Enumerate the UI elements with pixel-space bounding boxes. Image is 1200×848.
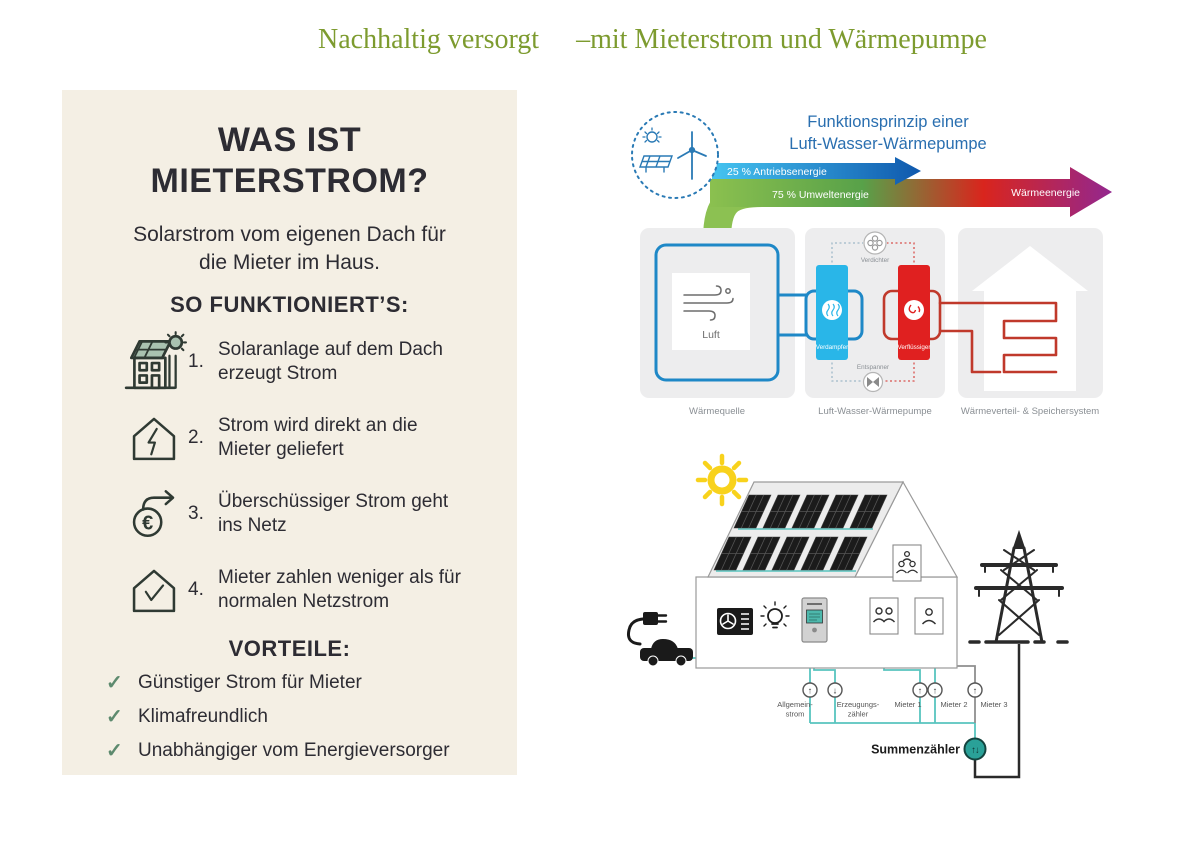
heat-energy-label: Wärmeenergie [1011,187,1080,199]
meter-label: Mieter 3 [980,700,1008,709]
sum-meter [871,739,985,760]
step-item-3 [120,482,517,546]
mieterstrom-info-panel [62,90,517,775]
tenant-box-3persons [893,545,921,581]
sun-icon [698,456,746,504]
steps-list [62,330,517,622]
step-text: Mieter zahlen weniger als für normalen Netzstrom [218,566,461,613]
page-title-part2: –mit Mieterstrom und Wärmepumpe [576,24,987,55]
renewables-icon [632,112,718,198]
benefit-item-3 [106,739,517,764]
energy-flow-bands [710,157,1112,240]
ambient-energy-label: 75 % Umweltenergie [772,189,869,201]
benefits-heading: VORTEILE: [228,636,351,662]
condenser-label: Verflüssiger [897,344,931,351]
how-it-works-heading: SO FUNKTIONIERT’S: [170,292,409,318]
step-number: 3. [188,503,204,525]
check-icon: ✓ [106,739,123,762]
evaporator-label: Verdampfer [815,344,849,351]
expansion-label: Entspanner [856,364,890,371]
panel-heading: WAS IST MIETERSTROM? [150,121,429,201]
page-title [318,24,987,56]
check-icon: ✓ [106,706,123,729]
step-item-2 [120,406,517,470]
meter-arrow: ↑ [917,685,923,696]
box3-label: Wärmeverteil- & Speichersystem [960,406,1100,417]
step-item-4 [120,558,517,622]
meter-mieter1 [894,683,927,709]
inverter-icon [802,598,827,642]
heatpump-principle-diagram [620,95,1120,425]
sum-meter-label: Summenzähler [871,742,960,757]
sum-meter-icon: ↑↓ [971,745,979,756]
step-item-1 [120,330,517,394]
meter-arrow: ↑ [932,685,938,696]
drive-energy-label: 25 % Antriebsenergie [727,166,827,178]
box1-label: Wärmequelle [689,406,745,417]
meter-allgemeinstrom [777,683,817,719]
source-medium-label: Luft [702,329,720,341]
meter-label: zähler [847,709,869,719]
power-pylon-icon [970,533,1069,642]
benefit-item-2 [106,705,517,730]
meter-label: Mieter 1 [894,700,922,709]
heatpump-title-line2: Luft-Wasser-Wärmepumpe [789,135,987,153]
meter-mieter3 [968,683,1008,709]
mieterstrom-house-diagram [620,430,1200,810]
ev-car-icon [628,612,693,666]
panel-intro: Solarstrom vom eigenen Dach für die Mieter im Haus. [133,222,446,274]
heatpump-unit-icon [717,608,753,635]
step-text: Strom wird direkt an die Mieter geliefert [218,414,418,461]
step-text: Überschüssiger Strom geht ins Netz [218,490,449,537]
benefit-text: Klimafreundlich [138,706,268,728]
meter-label: Allgemein- [777,700,813,709]
compressor-label: Verdichter [860,257,890,264]
box2-label: Luft-Wasser-Wärmepumpe [818,406,932,417]
step-number: 4. [188,579,204,601]
check-icon: ✓ [106,672,123,695]
euro-symbol: € [142,512,154,535]
meter-label: strom [785,709,805,719]
house-bolt-icon [120,406,188,470]
euro-export-icon [120,482,188,546]
tenant-box-2persons [870,598,898,634]
step-number: 2. [188,427,204,449]
step-text: Solaranlage auf dem Dach erzeugt Strom [218,338,443,385]
meter-arrow: ↑ [807,685,813,696]
page-title-part1: Nachhaltig versorgt [318,24,540,55]
benefits-list [106,671,517,763]
meter-label: Mieter 2 [940,700,968,709]
meters [777,683,1007,719]
benefit-text: Unabhängiger vom Energieversorger [138,739,450,761]
benefit-item-1 [106,671,517,696]
house-check-icon [120,558,188,622]
tenant-box-1person [915,598,943,634]
building-solar-icon [120,330,188,394]
meter-mieter2 [928,683,968,709]
heatpump-title-line1: Funktionsprinzip einer [807,113,969,131]
meter-label: Erzeugungs- [836,700,880,709]
step-number: 1. [188,351,204,373]
meter-arrow: ↑ [972,685,978,696]
benefit-text: Günstiger Strom für Mieter [138,672,362,694]
meter-arrow: ↓ [832,685,838,696]
